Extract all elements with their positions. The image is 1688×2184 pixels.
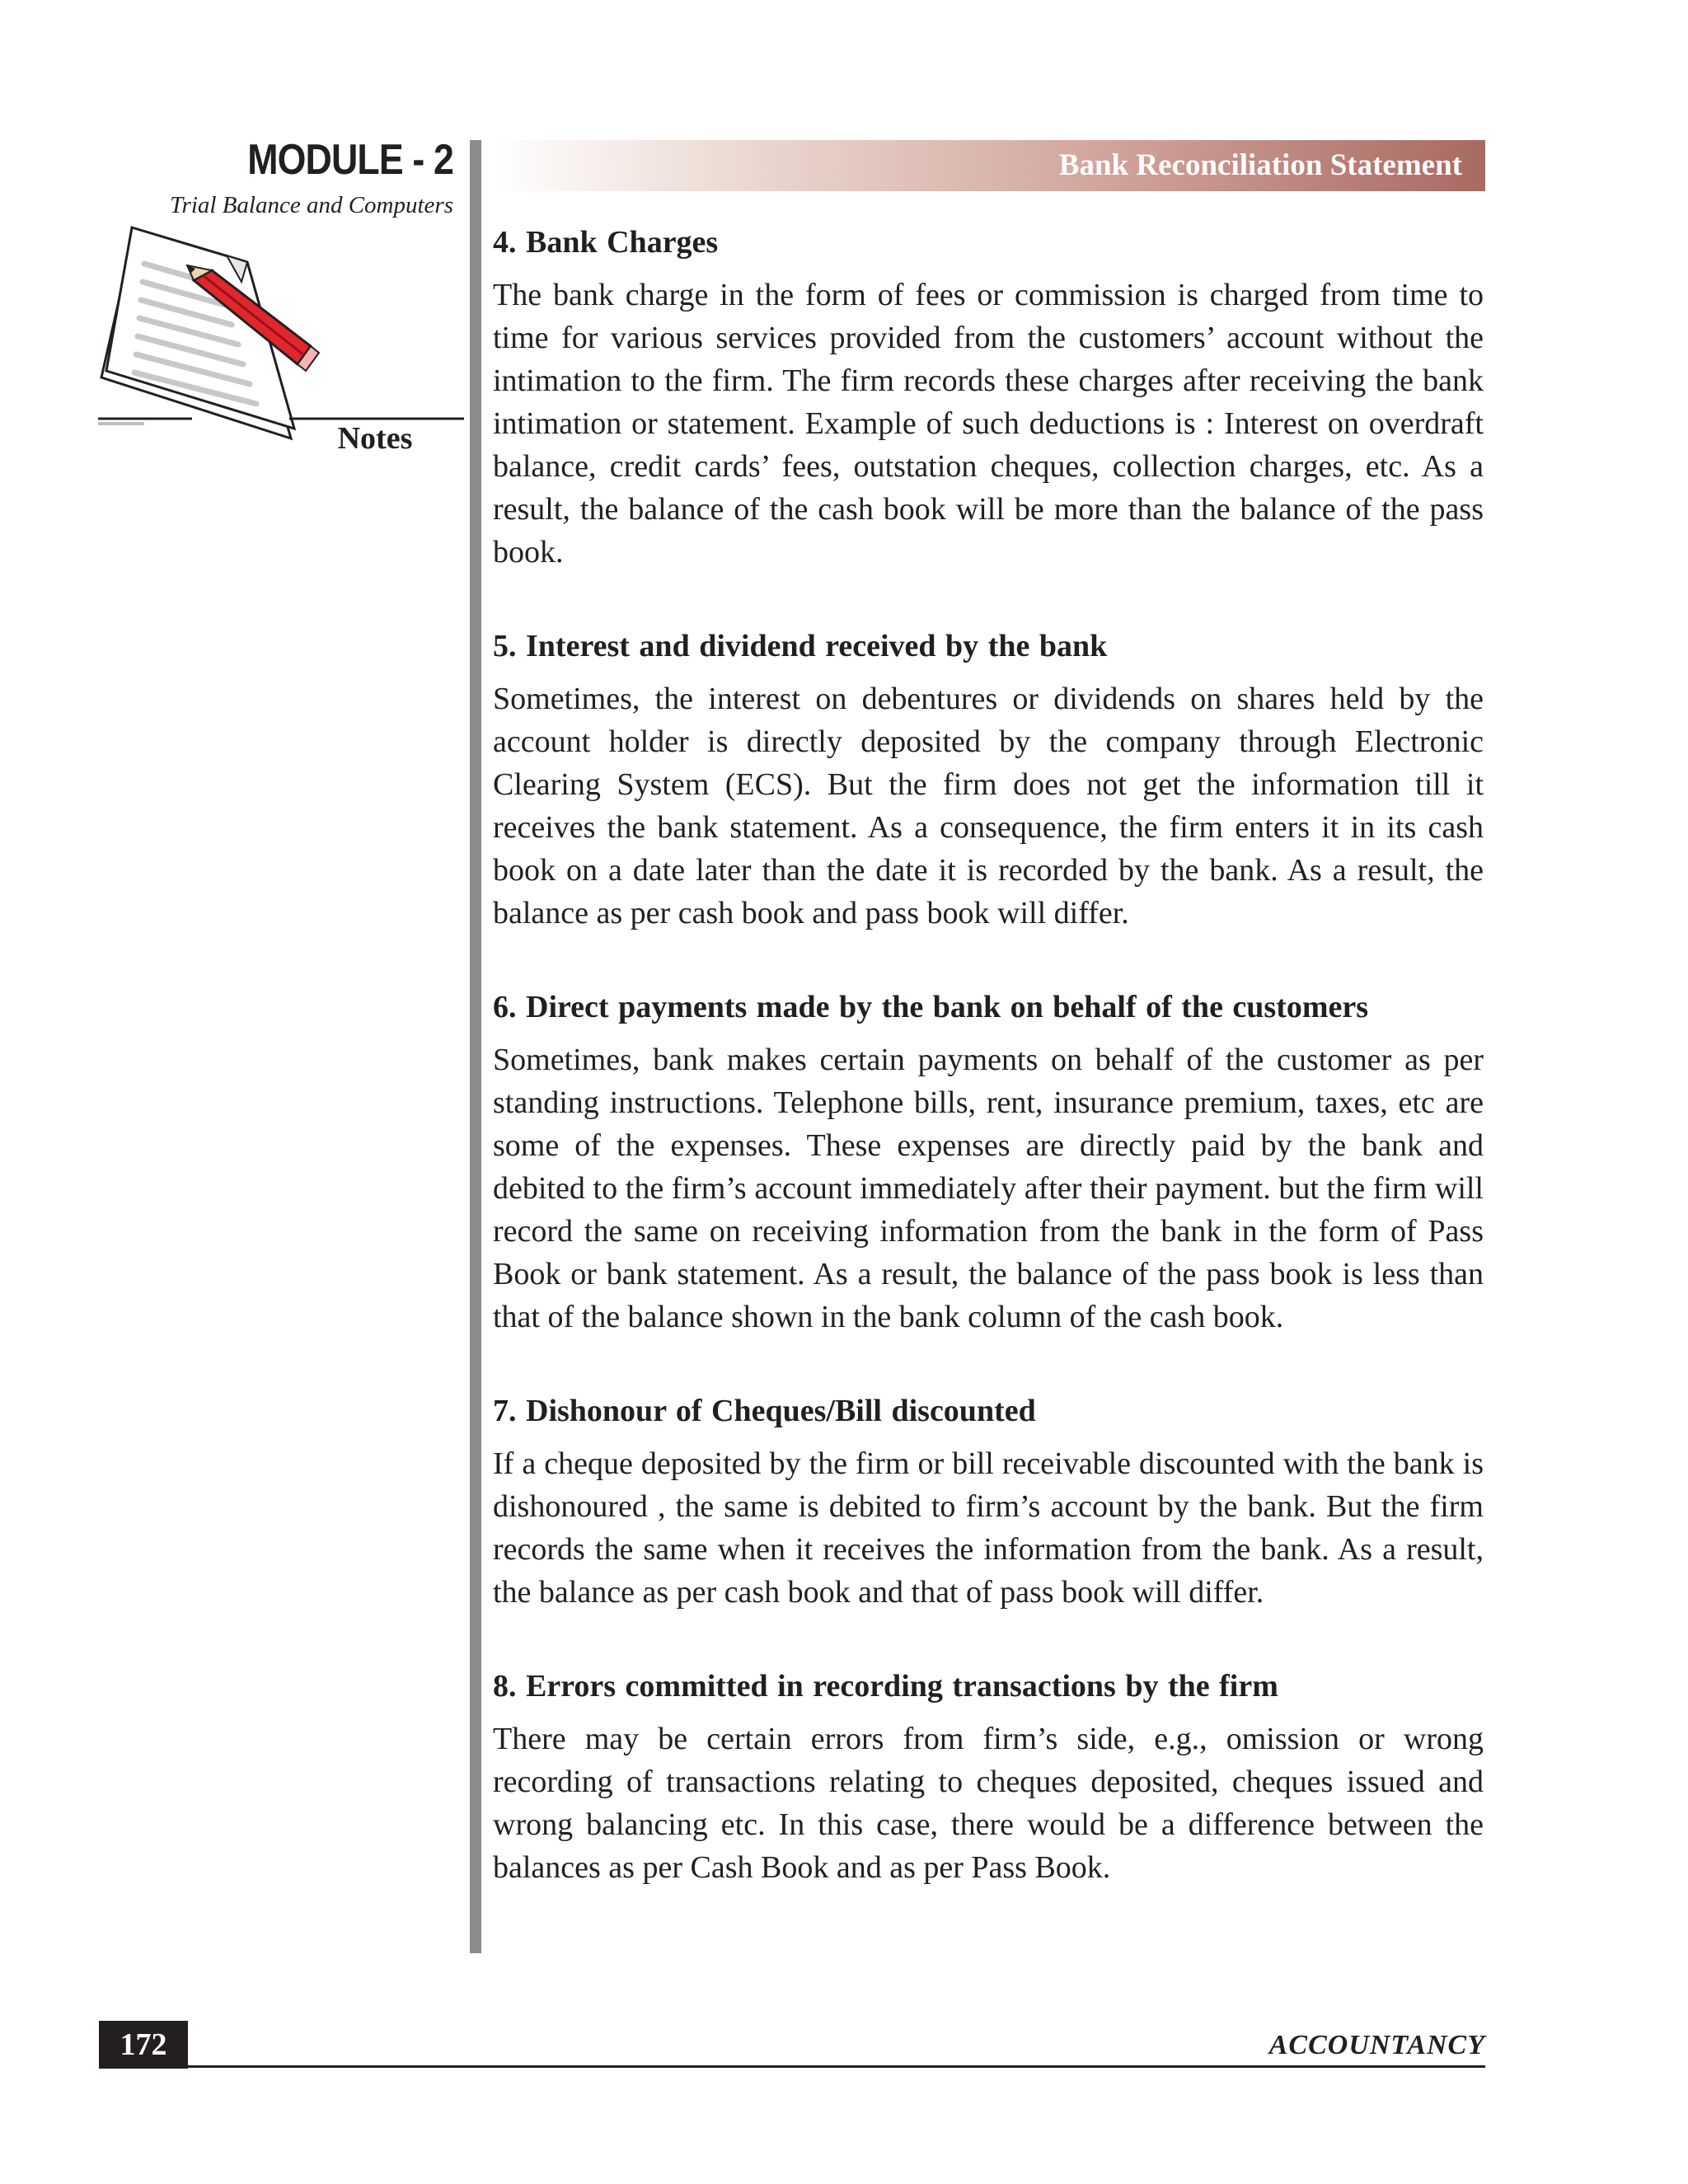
section-heading: 5. Interest and dividend received by the bank [493, 629, 1108, 663]
footer-title: ACCOUNTANCY [1268, 2030, 1485, 2060]
module-subtitle: Trial Balance and Computers [170, 192, 453, 218]
section-direct-payments [493, 986, 1484, 1338]
page-number: 172 [99, 2021, 188, 2069]
main-content [493, 221, 1484, 1889]
section-body: Sometimes, the interest on debentures or dividends on shares held by the account holder is directly deposited by the company through Electronic Clearing System (ECS). But the firm does not get the information till it receives the bank statement. As a consequence, the firm enters it in its cash book on a date later than the date it is recorded by the bank. As a result, the balance as per cash book and pass book will differ. [493, 682, 1484, 930]
section-dishonour-cheques [493, 1390, 1484, 1614]
chapter-header-bar [493, 140, 1485, 191]
footer-rule [99, 2065, 1485, 2068]
section-heading: 8. Errors committed in recording transactions by the firm [493, 1669, 1278, 1704]
section-errors-firm [493, 1665, 1484, 1889]
module-title: MODULE - 2 [247, 136, 453, 184]
section-body: The bank charge in the form of fees or commission is charged from time to time for various services provided from the customers’ account without the intimation to the firm. The firm records these charges after receiving the bank intimation or statement. Example of such deductions is : Interest on overdraft balance, credit cards’ fees, outstation cheques, collection charges, etc. As a result, the balance of the cash book will be more than the balance of the pass book. [493, 278, 1484, 569]
section-heading: 4. Bank Charges [493, 225, 719, 260]
margin-divider [470, 140, 481, 1953]
section-heading: 6. Direct payments made by the bank on behalf of the customers [493, 990, 1369, 1024]
section-body: Sometimes, bank makes certain payments on behalf of the customer as per standing instructions. Telephone bills, rent, insurance premium, taxes, etc are some of the expenses. These expenses are directly paid by the bank and debited to the firm’s account immediately after their payment. but the firm will record the same on receiving information from the bank in the form of Pass Book or bank statement. As a result, the balance of the pass book is less than that of the balance shown in the bank column of the cash book. [493, 1043, 1484, 1334]
notes-label: Notes [337, 421, 413, 456]
section-heading: 7. Dishonour of Cheques/Bill discounted [493, 1394, 1036, 1428]
section-body: If a cheque deposited by the firm or bill receivable discounted with the bank is dishonoured , the same is debited to firm’s account by the bank. But the firm records the same when it receives the information from the bank. As a result, the balance as per cash book and that of pass book will differ. [493, 1446, 1484, 1610]
section-body: There may be certain errors from firm’s side, e.g., omission or wrong recording of transactions relating to cheques deposited, cheques issued and wrong balancing etc. In this case, there would be a difference between the balances as per Cash Book and as per Pass Book. [493, 1722, 1484, 1885]
section-interest-dividend [493, 625, 1484, 935]
chapter-title: Bank Reconciliation Statement [1058, 148, 1462, 182]
section-bank-charges [493, 221, 1484, 574]
